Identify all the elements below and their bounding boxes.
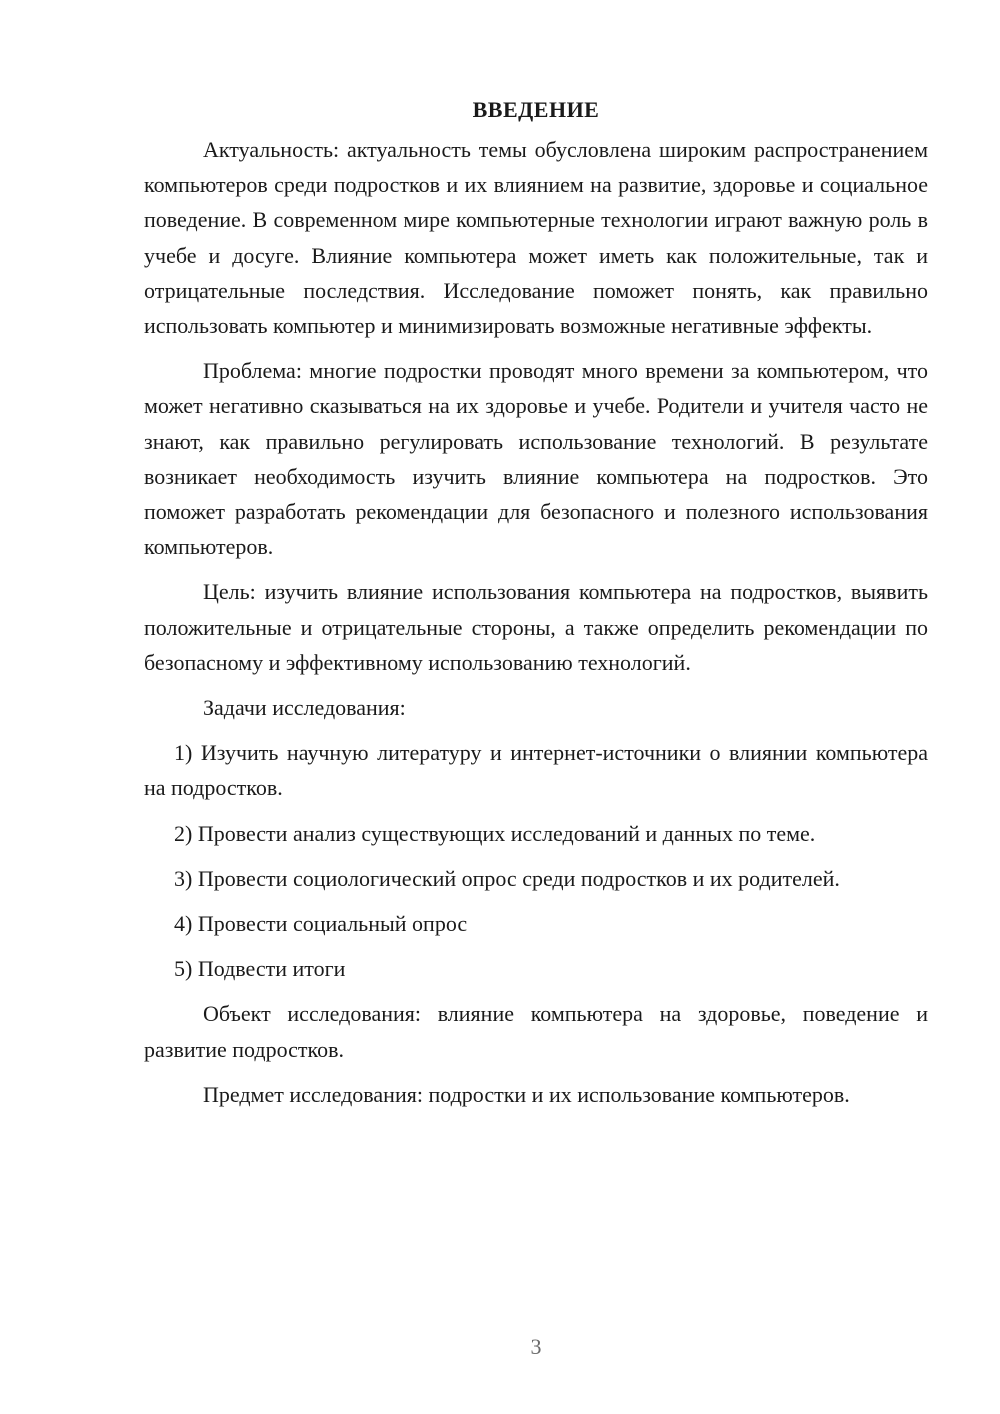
task-item: 5) Подвести итоги: [174, 956, 346, 982]
paragraph-subject: Предмет исследования: подростки и их использование компьютеров.: [203, 1081, 850, 1107]
page-number: 3: [530, 1334, 542, 1359]
task-item: 4) Провести социальный опрос: [174, 911, 468, 937]
paragraph-problem: Проблема: многие подростки проводят много времени за компьютером, что может негативно сказываться на их здоровье и учебе. Родители и учителя часто не знают, как правильно регулировать использование технологий. В результате возникает необходимость изучить влияние компьютера на подростков. Это поможет разработать рекомендации для безопасного и полезного использования компьютеров.: [144, 358, 928, 560]
tasks-list: [144, 735, 928, 986]
document-page: [144, 92, 928, 1112]
paragraph-relevance: Актуальность: актуальность темы обусловлена широким распространением компьютеров среди подростков и их влиянием на развитие, здоровье и социальное поведение. В современном мире компьютерные технологии играют важную роль в учебе и досуге. Влияние компьютера может иметь как положительные, так и отрицательные последствия. Исследование поможет понять, как правильно использовать компьютер и минимизировать возможные негативные эффекты.: [144, 137, 928, 339]
task-item: 3) Провести социологический опрос среди подростков и их родителей.: [174, 865, 840, 891]
paragraph-goal: Цель: изучить влияние использования компьютера на подростков, выявить положительные и отрицательные стороны, а также определить рекомендации по безопасному и эффективному использованию технологий.: [144, 579, 928, 675]
tasks-heading: Задачи исследования:: [203, 695, 406, 721]
section-title: ВВЕДЕНИЕ: [472, 97, 600, 122]
task-item: 1) Изучить научную литературу и интернет-источники о влиянии компьютера на подростков.: [144, 740, 928, 801]
paragraph-object: Объект исследования: влияние компьютера на здоровье, поведение и развитие подростков.: [144, 1001, 928, 1062]
task-item: 2) Провести анализ существующих исследований и данных по теме.: [174, 820, 816, 846]
